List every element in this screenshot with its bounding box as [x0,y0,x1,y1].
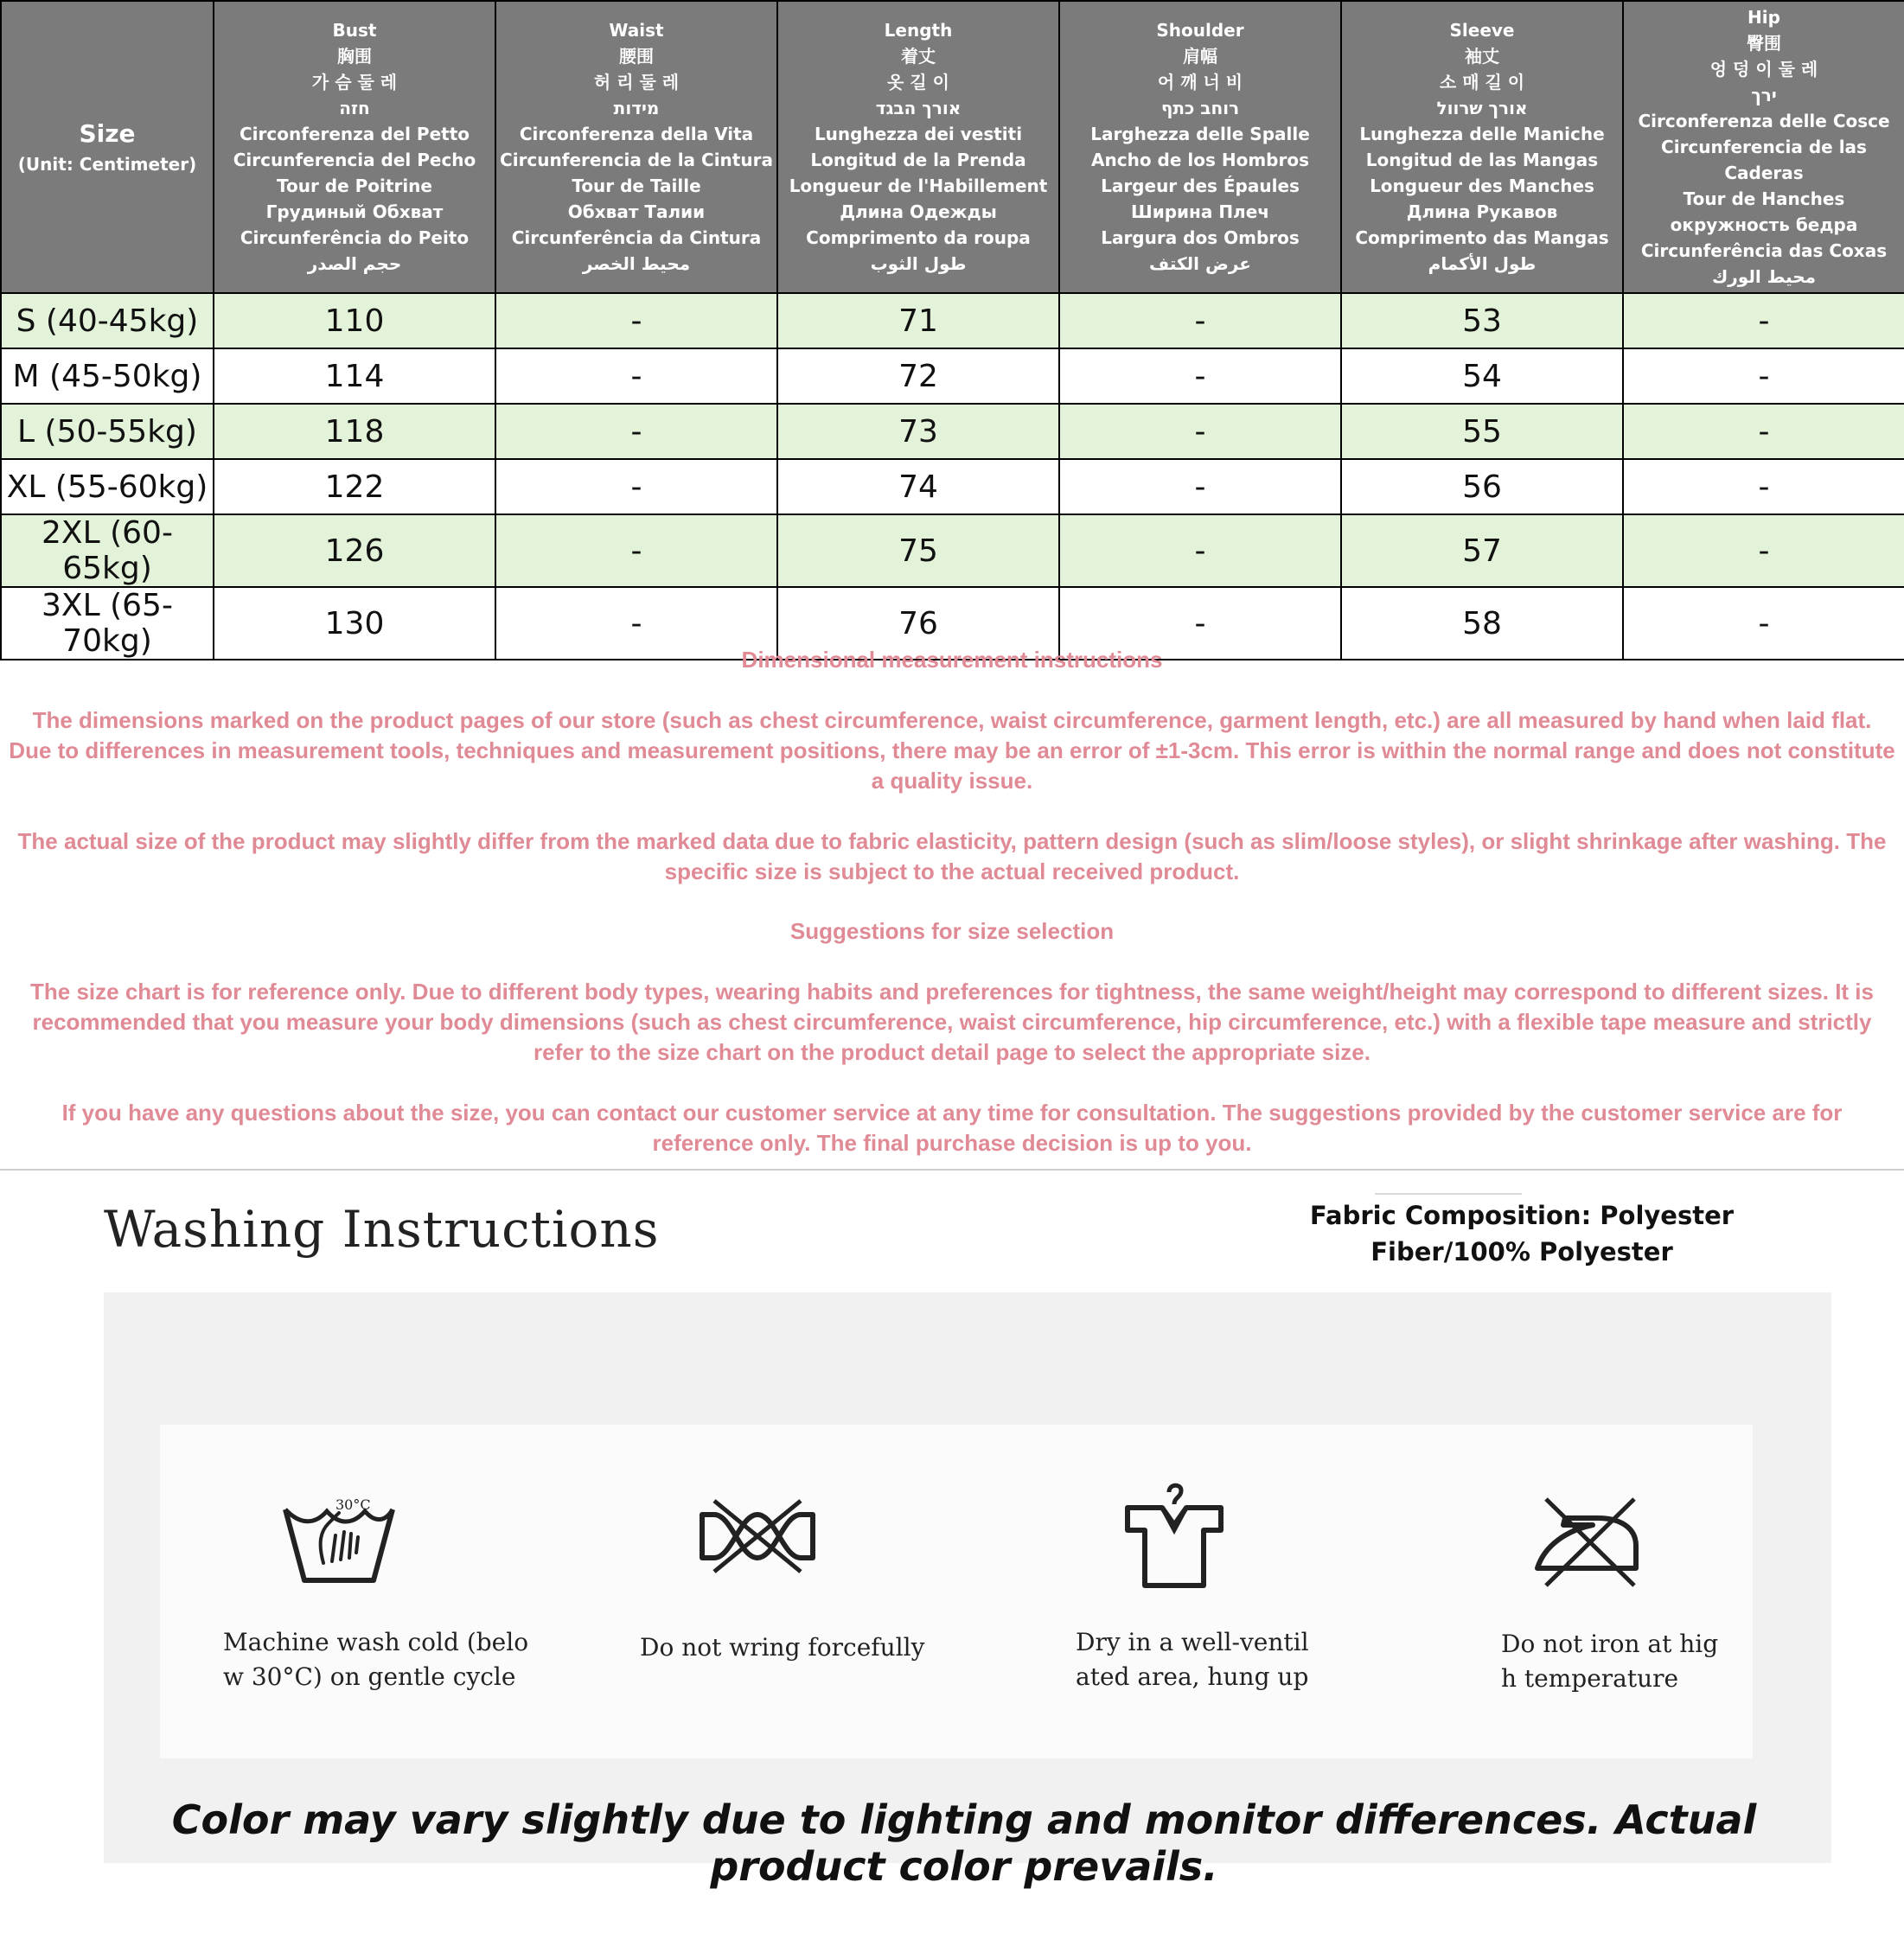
header-line: 엉 덩 이 둘 레 [1709,59,1818,80]
bust-cell: 130 [214,587,495,660]
size-header-unit: (Unit: Centimeter) [17,154,197,175]
size-header-title: Size [79,119,136,148]
sleeve-column-header [1341,1,1623,293]
length-column-header [777,1,1059,293]
header-row [1,1,1904,293]
size-cell: S (40-45kg) [1,293,214,348]
size-cell: M (45-50kg) [1,348,214,404]
length-cell: 72 [777,348,1059,404]
header-line: Длина Рукавов [1406,201,1558,222]
length-cell: 75 [777,514,1059,587]
shoulder-cell: - [1059,293,1341,348]
shoulder-cell: - [1059,348,1341,404]
sleeve-cell: 53 [1341,293,1623,348]
header-line: אורך הבגד [875,98,962,118]
shoulder-cell: - [1059,404,1341,459]
do-not-wring-icon [697,1497,818,1579]
washing-instructions-title: Washing Instructions [104,1200,660,1259]
size-cell: XL (55-60kg) [1,459,214,514]
header-line: 袖丈 [1465,46,1499,67]
hip-cell: - [1623,514,1904,587]
sleeve-cell: 55 [1341,404,1623,459]
waist-cell: - [495,404,777,459]
shoulder-column-header [1059,1,1341,293]
header-line: 소 매 길 이 [1439,72,1525,93]
header-line: Largeur des Épaules [1101,175,1300,196]
header-line: 腰围 [619,46,654,67]
sleeve-cell: 56 [1341,459,1623,514]
header-line: 臀围 [1747,33,1781,54]
hip-cell: - [1623,348,1904,404]
hip-cell: - [1623,404,1904,459]
waist-cell: - [495,348,777,404]
header-line: 옷 길 이 [887,72,949,93]
header-line: Longitud de las Mangas [1365,150,1599,170]
header-line: Bust [332,20,377,41]
header-line: Longueur des Manches [1370,175,1594,196]
header-line: Ширина Плеч [1130,201,1269,222]
header-line: 胸围 [337,46,372,67]
header-line: حجم الصدر [307,253,402,274]
hang-dry-icon [1121,1478,1228,1594]
header-line: Circunferencia de la Cintura [500,150,773,170]
size-selection-heading: Suggestions for size selection [789,918,1115,944]
size-selection-paragraph: The size chart is for reference only. Due to different body types, wearing habits and preferences for tightness, the same weight/height may correspond to different sizes. It is recommended that you measure your body dimensions (such as chest circumference, waist circumference, hip circumference, etc.) with a flexible tape measure and strictly refer to the size chart on the product detail page to select the appropriate size. [30,979,1874,1065]
table-row [1,459,1904,514]
header-line: ירך [1751,85,1777,105]
size-cell: L (50-55kg) [1,404,214,459]
bust-cell: 126 [214,514,495,587]
do-not-iron-icon [1532,1496,1645,1594]
header-line: Longueur de l'Habillement [789,175,1048,196]
header-line: محيط الورك [1711,266,1817,287]
hip-column-header [1623,1,1904,293]
header-line: 가 슴 둘 레 [311,72,398,93]
bust-cell: 110 [214,293,495,348]
header-line: אורך שרוול [1436,98,1528,118]
header-line: 肩幅 [1183,46,1217,67]
header-line: Larghezza delle Spalle [1090,124,1310,144]
header-line: מידות [613,98,660,118]
header-line: רוחב כתף [1160,98,1240,118]
header-line: Shoulder [1156,20,1244,41]
waist-cell: - [495,587,777,660]
header-line: Tour de Poitrine [277,175,432,196]
measurement-instructions-heading: Dimensional measurement instructions [741,647,1163,673]
shoulder-cell: - [1059,514,1341,587]
header-line: Circunferencia de las [1661,137,1867,157]
header-line: طول الأكمام [1428,253,1537,274]
waist-column-header [495,1,777,293]
header-line: Circonferenza del Petto [239,124,470,144]
care-text: Do not iron at hig h temperature [1501,1630,1719,1693]
header-line: 허 리 둘 레 [593,72,680,93]
length-cell: 71 [777,293,1059,348]
header-line: Caderas [1724,163,1804,183]
header-line: חזה [339,98,370,118]
hip-cell: - [1623,293,1904,348]
header-line: Largura dos Ombros [1101,227,1300,248]
header-line: عرض الكتف [1149,253,1251,274]
table-row [1,348,1904,404]
header-line: Longitud de la Prenda [810,150,1026,170]
size-cell: 3XL (65-70kg) [1,587,214,660]
header-line: Circunferência da Cintura [511,227,762,248]
care-text: Do not wring forcefully [640,1633,925,1662]
sleeve-cell: 54 [1341,348,1623,404]
wash-temperature-label: 30°C [335,1496,371,1513]
bust-cell: 114 [214,348,495,404]
hip-cell: - [1623,587,1904,660]
shoulder-cell: - [1059,587,1341,660]
fabric-composition: Fabric Composition: Polyester Fiber/100% Polyester [1309,1201,1735,1266]
waist-cell: - [495,514,777,587]
header-line: Lunghezza delle Maniche [1359,124,1605,144]
hip-cell: - [1623,459,1904,514]
header-line: Длина Одежды [840,201,997,222]
header-line: Hip [1747,7,1780,28]
bust-column-header [214,1,495,293]
header-line: Circunferência das Coxas [1640,240,1888,261]
measurement-paragraph: The dimensions marked on the product pages of our store (such as chest circumference, waist circumference, garment length, etc.) are all measured by hand when laid flat. Due to differences in measurement tools, techniques and measurement positions, there may be an error of ±1-3cm. This error is within the normal range and does not constitute a quality issue. [9,707,1895,794]
machine-wash-cold-icon [278,1483,399,1591]
waist-cell: - [495,459,777,514]
customer-service-paragraph: If you have any questions about the size, you can contact our customer service at any time for consultation. The suggestions provided by the customer service are for reference only. The final purchase decision is up to you. [61,1100,1843,1156]
header-line: Lunghezza dei vestiti [814,124,1023,144]
sleeve-cell: 58 [1341,587,1623,660]
care-text: Dry in a well-ventil ated area, hung up [1076,1628,1309,1691]
length-cell: 76 [777,587,1059,660]
size-difference-paragraph: The actual size of the product may slightly differ from the marked data due to fabric elasticity, pattern design (such as slim/loose styles), or slight shrinkage after washing. The specific size is subject to the actual received product. [17,828,1887,884]
fabric-divider [1375,1193,1522,1195]
sleeve-cell: 57 [1341,514,1623,587]
header-line: Comprimento da roupa [806,227,1031,248]
header-line: Sleeve [1449,20,1515,41]
header-line: Ancho de los Hombros [1091,150,1309,170]
bust-cell: 122 [214,459,495,514]
header-line: 어 깨 너 비 [1157,72,1243,93]
table-row [1,514,1904,587]
length-cell: 74 [777,459,1059,514]
header-line: Circonferenza della Vita [519,124,754,144]
care-text: Machine wash cold (belo w 30°C) on gentle cycle [223,1628,529,1691]
header-line: Circunferência do Peito [240,227,470,248]
bust-cell: 118 [214,404,495,459]
table-row [1,404,1904,459]
color-variation-note: Color may vary slightly due to lighting and monitor differences. Actual product color prevails. [171,1796,1757,1890]
header-line: Circonferenza delle Cosce [1638,111,1890,131]
measurement-notes [0,633,1904,1171]
header-line: Comprimento das Mangas [1355,227,1609,248]
header-line: Waist [609,20,664,41]
care-icons-panel [160,1425,1753,1758]
table-row [1,293,1904,348]
header-line: Length [884,20,953,41]
waist-cell: - [495,293,777,348]
shoulder-cell: - [1059,459,1341,514]
header-line: Обхват Талии [567,201,706,222]
header-line: Tour de Taille [572,175,701,196]
size-column-header [1,1,214,293]
header-line: окружность бедра [1670,214,1858,235]
header-line: 着丈 [901,46,936,67]
header-line: Tour de Hanches [1683,188,1845,209]
size-cell: 2XL (60-65kg) [1,514,214,587]
header-line: طول الثوب [870,253,967,274]
header-line: محيط الخصر [582,253,691,274]
size-chart-table [0,0,1904,660]
header-line: Грудиный Обхват [265,201,444,222]
length-cell: 73 [777,404,1059,459]
header-line: Circunferencia del Pecho [233,150,476,170]
